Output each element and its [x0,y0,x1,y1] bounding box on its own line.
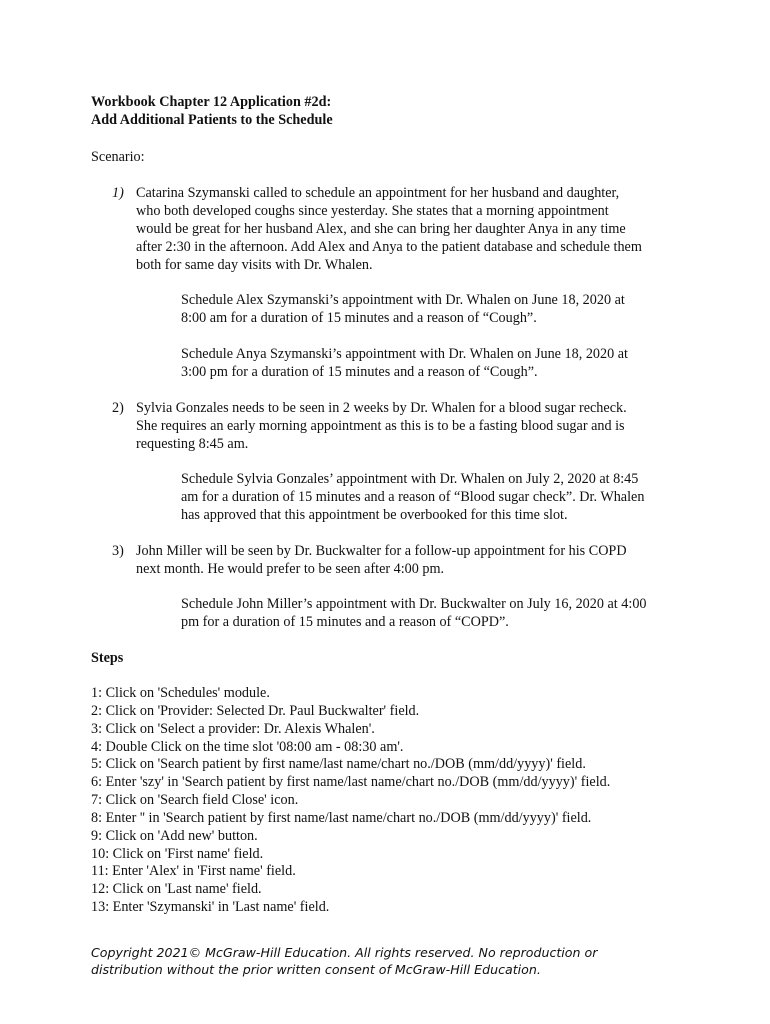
item-line: She requires an early morning appointment as this is to be a fasting blood sugar and is [136,418,625,434]
schedule-line: has approved that this appointment be overbooked for this time slot. [181,507,568,523]
step-item: 13: Enter 'Szymanski' in 'Last name' field. [91,899,330,916]
item-line: Catarina Szymanski called to schedule an appointment for her husband and daughter, [136,185,620,201]
item-number: 1) [112,185,124,201]
copyright-footer [91,944,597,978]
steps-list [91,685,610,917]
schedule-line: 8:00 am for a duration of 15 minutes and a reason of “Cough”. [181,310,537,326]
schedule-instruction [181,291,691,327]
schedule-line: am for a duration of 15 minutes and a reason of “Blood sugar check”. Dr. Whalen [181,489,645,505]
item-number: 2) [112,400,124,416]
step-item: 1: Click on 'Schedules' module. [91,685,270,701]
schedule-instruction [181,595,691,631]
schedule-line: Schedule Anya Szymanski’s appointment with Dr. Whalen on June 18, 2020 at [181,346,628,362]
schedule-instruction [181,345,691,381]
footer-line: Copyright 2021© McGraw-Hill Education. All rights reserved. No reproduction or [91,945,598,960]
step-item: 6: Enter 'szy' in 'Search patient by first name/last name/chart no./DOB (mm/dd/yyyy)' field. [91,774,611,791]
step-item: 7: Click on 'Search field Close' icon. [91,792,299,809]
schedule-instruction [181,470,691,524]
item-text [136,184,696,274]
item-text [136,542,696,578]
item-line: Sylvia Gonzales needs to be seen in 2 weeks by Dr. Whalen for a blood sugar recheck. [136,400,627,416]
footer-line: distribution without the prior written consent of McGraw-Hill Education. [91,962,541,977]
step-item: 8: Enter '' in 'Search patient by first name/last name/chart no./DOB (mm/dd/yyyy)' field. [91,809,592,826]
step-item: 2: Click on 'Provider: Selected Dr. Paul Buckwalter' field. [91,702,420,719]
scenario-label: Scenario: [91,149,145,165]
step-item: 12: Click on 'Last name' field. [91,881,262,898]
schedule-line: pm for a duration of 15 minutes and a reason of “COPD”. [181,614,509,630]
schedule-line: Schedule Sylvia Gonzales’ appointment with Dr. Whalen on July 2, 2020 at 8:45 [181,471,639,487]
steps-heading: Steps [91,650,124,666]
schedule-line: 3:00 pm for a duration of 15 minutes and a reason of “Cough”. [181,364,538,380]
item-number: 3) [112,543,124,559]
item-line: both for same day visits with Dr. Whalen. [136,257,373,273]
item-line: requesting 8:45 am. [136,436,249,452]
item-line: next month. He would prefer to be seen after 4:00 pm. [136,561,445,577]
step-item: 4: Double Click on the time slot '08:00 am - 08:30 am'. [91,738,404,755]
item-line: John Miller will be seen by Dr. Buckwalter for a follow-up appointment for his COPD [136,543,627,559]
step-item: 3: Click on 'Select a provider: Dr. Alexis Whalen'. [91,720,375,737]
step-item: 10: Click on 'First name' field. [91,845,264,862]
document-title [91,93,333,129]
schedule-line: Schedule Alex Szymanski’s appointment with Dr. Whalen on June 18, 2020 at [181,292,625,308]
step-item: 11: Enter 'Alex' in 'First name' field. [91,863,296,880]
item-text [136,399,696,453]
item-line: who both developed coughs since yesterday. She states that a morning appointment [136,203,609,219]
item-line: after 2:30 in the afternoon. Add Alex and Anya to the patient database and schedule them [136,239,642,255]
title-line-1: Workbook Chapter 12 Application #2d: [91,94,332,110]
title-line-2: Add Additional Patients to the Schedule [91,112,333,128]
item-line: would be great for her husband Alex, and she can bring her daughter Anya in any time [136,221,626,237]
schedule-line: Schedule John Miller’s appointment with Dr. Buckwalter on July 16, 2020 at 4:00 [181,596,647,612]
step-item: 9: Click on 'Add new' button. [91,827,258,844]
step-item: 5: Click on 'Search patient by first name/last name/chart no./DOB (mm/dd/yyyy)' field. [91,756,586,773]
